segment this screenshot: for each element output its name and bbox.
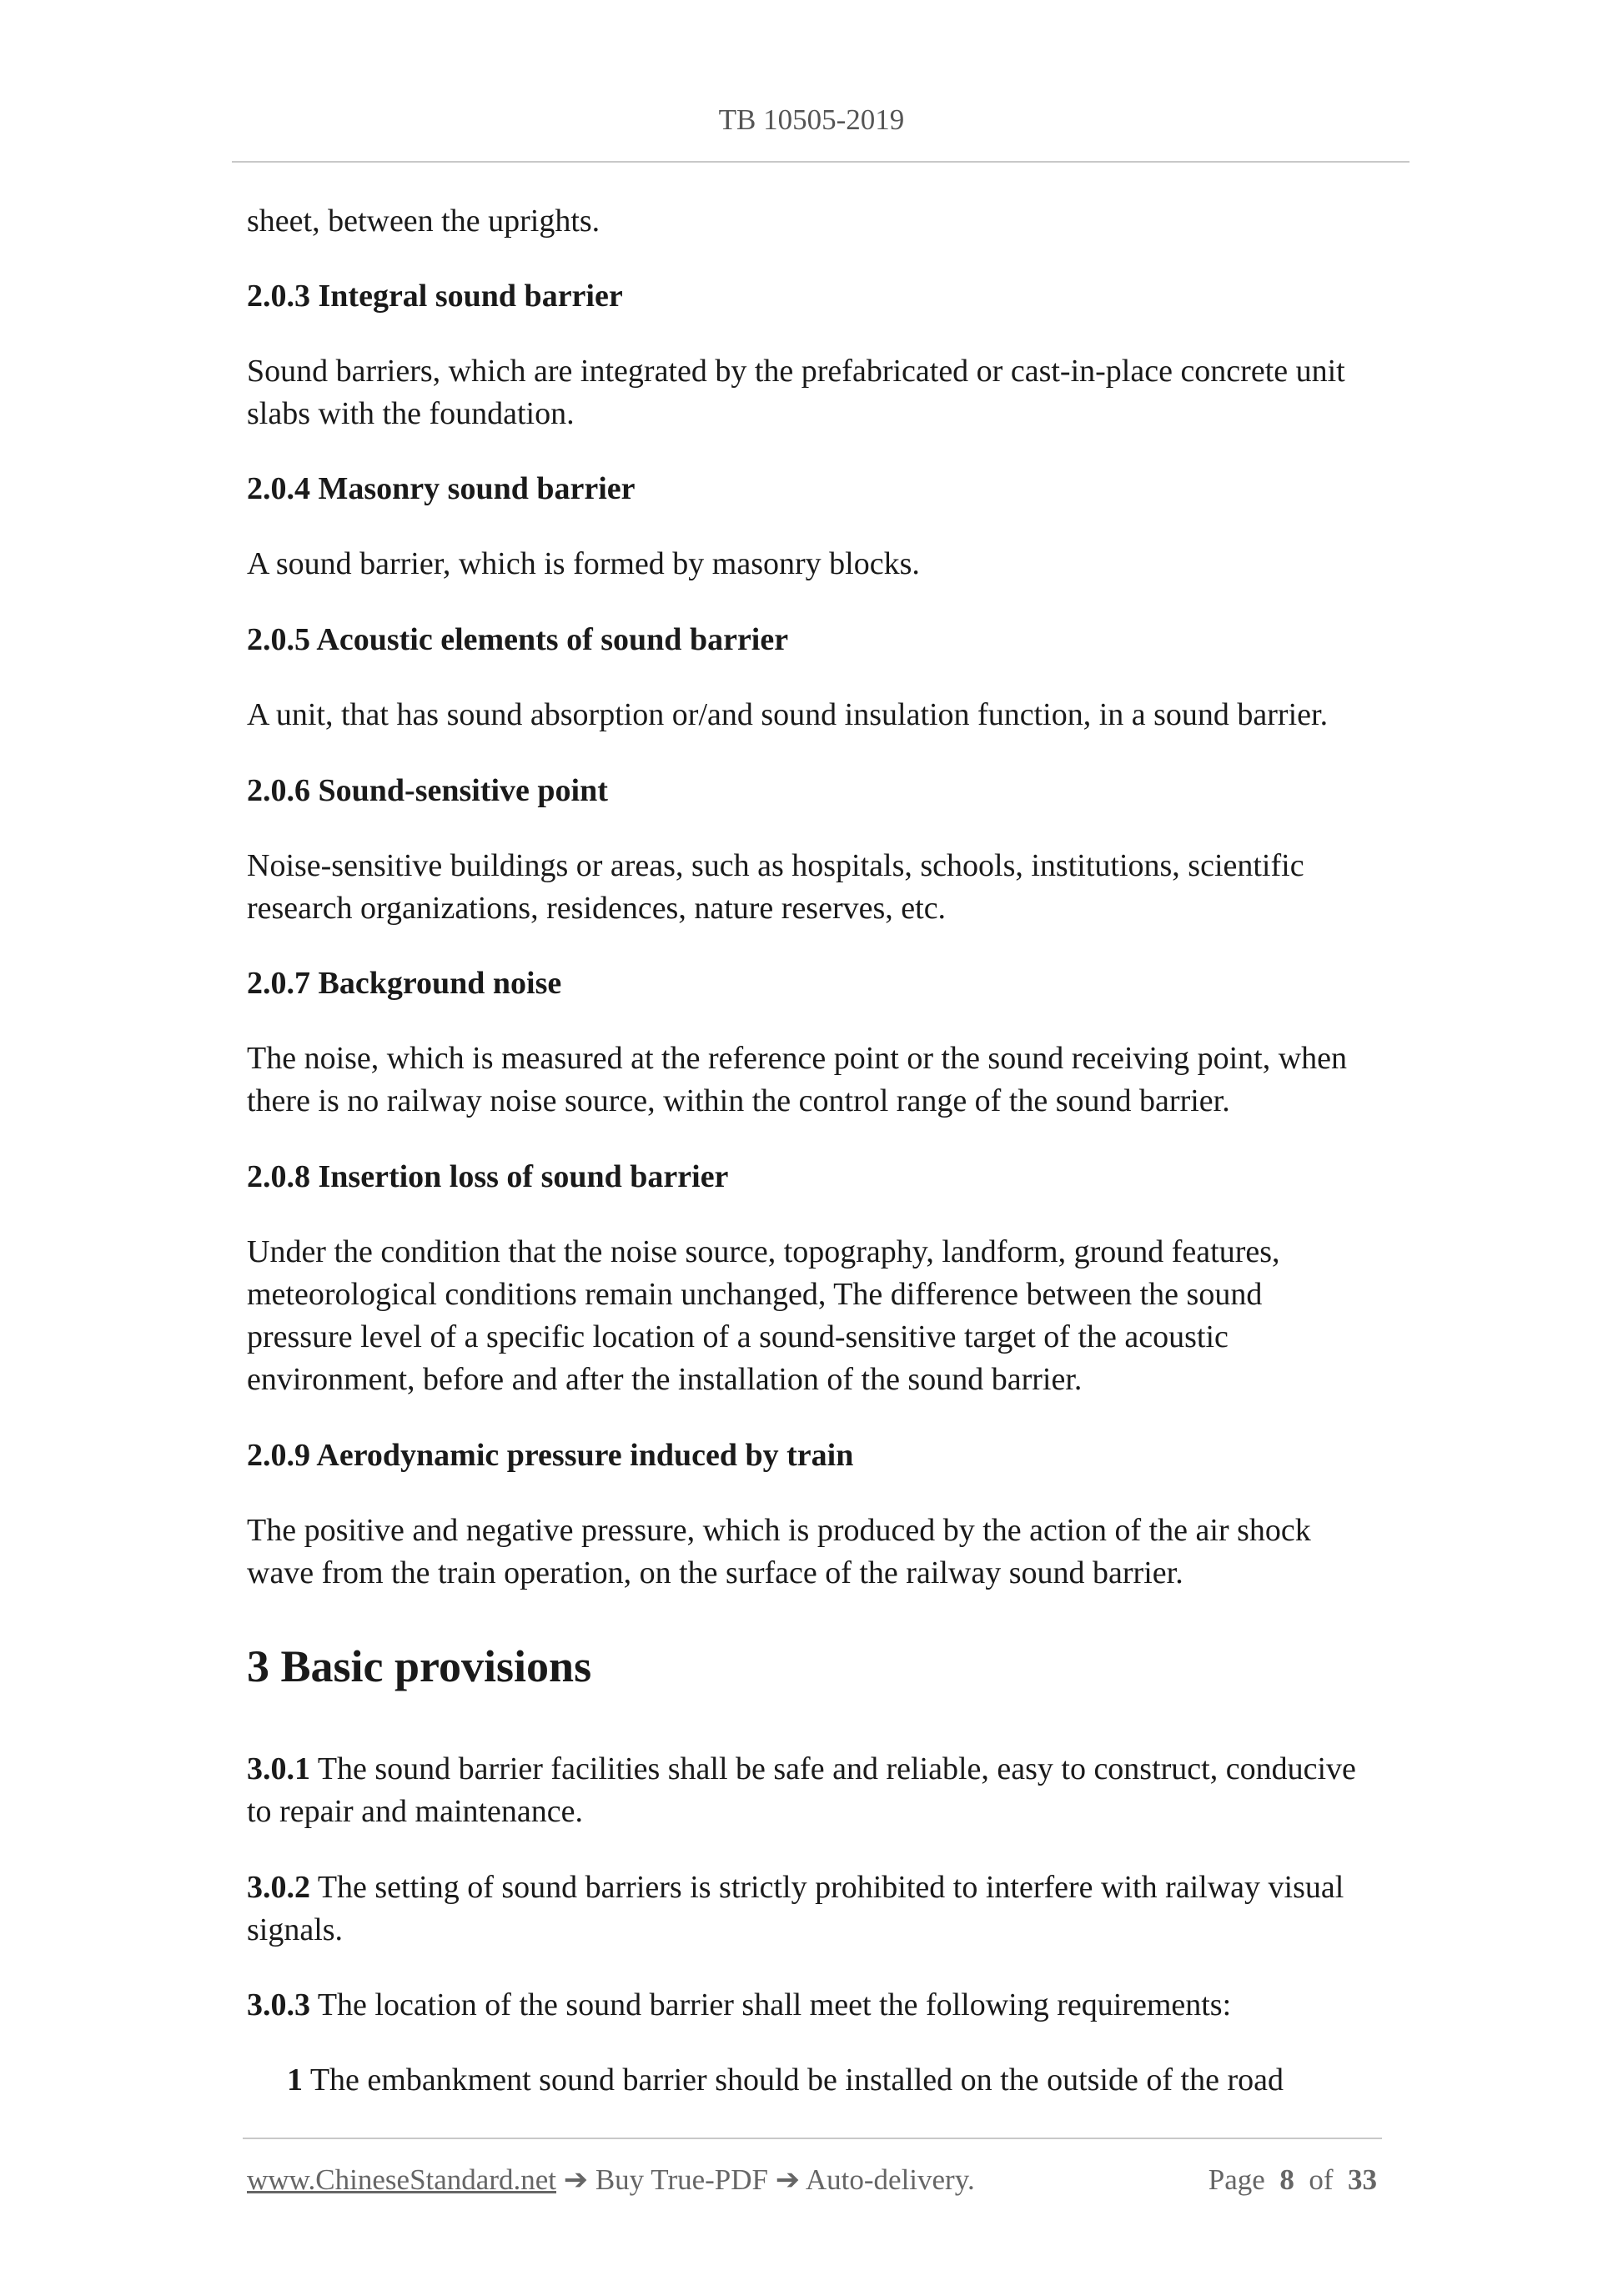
clause-2-0-5-heading: 2.0.5 Acoustic elements of sound barrier xyxy=(247,622,789,657)
clause-3-0-1-line-2: to repair and maintenance. xyxy=(247,1794,584,1829)
clause-2-0-6-text-line-1: Noise-sensitive buildings or areas, such as hospitals, schools, institutions, scientific xyxy=(247,848,1304,883)
page-number: 8 xyxy=(1279,2163,1294,2196)
clause-3-0-1-text: The sound barrier facilities shall be safe and reliable, easy to construct, conducive xyxy=(310,1751,1356,1786)
clause-3-0-2-line-1 xyxy=(247,1866,1391,1909)
clause-3-0-2-text: The setting of sound barriers is strictly prohibited to interfere with railway visual xyxy=(310,1870,1344,1905)
clause-2-0-7-heading: 2.0.7 Background noise xyxy=(247,966,562,1001)
clause-2-0-8-heading: 2.0.8 Insertion loss of sound barrier xyxy=(247,1159,729,1194)
clause-2-0-9-text-line-1: The positive and negative pressure, which is produced by the action of the air shock xyxy=(247,1513,1311,1548)
running-header: TB 10505-2019 xyxy=(718,103,905,136)
clause-3-0-3-line xyxy=(247,1984,1391,2027)
clause-2-0-3-text-line-1: Sound barriers, which are integrated by the prefabricated or cast-in-place concrete unit xyxy=(247,354,1345,389)
clause-2-0-5-text: A unit, that has sound absorption or/and sound insulation function, in a sound barrier. xyxy=(247,697,1329,732)
chapter-3-title: 3 Basic provisions xyxy=(247,1641,592,1691)
footer-divider xyxy=(243,2138,1382,2139)
of-label: of xyxy=(1309,2163,1334,2196)
clause-2-0-4-text: A sound barrier, which is formed by masonry blocks. xyxy=(247,546,920,581)
list-item-1-number: 1 xyxy=(287,2062,303,2098)
clause-2-0-8-text-line-1: Under the condition that the noise source, topography, landform, ground features, xyxy=(247,1234,1280,1269)
website-link[interactable]: www.ChineseStandard.net xyxy=(247,2163,556,2196)
header-divider xyxy=(232,161,1409,163)
clause-2-0-7-text-line-2: there is no railway noise source, within the control range of the sound barrier. xyxy=(247,1083,1230,1118)
clause-3-0-2-number: 3.0.2 xyxy=(247,1870,310,1905)
clause-2-0-8-text-line-3: pressure level of a specific location of a sound-sensitive target of the acoustic xyxy=(247,1319,1229,1354)
clause-3-0-1-line-1 xyxy=(247,1748,1391,1791)
page-total: 33 xyxy=(1348,2163,1377,2196)
footer-promo-text: ➔ Buy True-PDF ➔ Auto-delivery. xyxy=(556,2163,975,2196)
list-item-1 xyxy=(247,2059,1391,2102)
clause-3-0-3-text: The location of the sound barrier shall meet the following requirements: xyxy=(310,1987,1232,2022)
footer-promo xyxy=(247,2162,975,2198)
clause-2-0-9-text-line-2: wave from the train operation, on the surface of the railway sound barrier. xyxy=(247,1555,1183,1590)
clause-2-0-7-text-line-1: The noise, which is measured at the reference point or the sound receiving point, when xyxy=(247,1041,1348,1076)
page-label: Page xyxy=(1208,2163,1265,2196)
paragraph-continuation: sheet, between the uprights. xyxy=(247,203,600,239)
clause-2-0-3-heading: 2.0.3 Integral sound barrier xyxy=(247,279,623,314)
clause-2-0-6-heading: 2.0.6 Sound-sensitive point xyxy=(247,773,608,808)
clause-2-0-4-heading: 2.0.4 Masonry sound barrier xyxy=(247,471,636,506)
clause-3-0-2-line-2: signals. xyxy=(247,1912,344,1947)
clause-2-0-3-text-line-2: slabs with the foundation. xyxy=(247,396,575,431)
clause-2-0-8-text-line-2: meteorological conditions remain unchanged, The difference between the sound xyxy=(247,1277,1263,1312)
clause-2-0-8-text-line-4: environment, before and after the installation of the sound barrier. xyxy=(247,1362,1083,1397)
clause-3-0-1-number: 3.0.1 xyxy=(247,1751,310,1786)
clause-2-0-9-heading: 2.0.9 Aerodynamic pressure induced by train xyxy=(247,1438,854,1473)
page-indicator xyxy=(1208,2162,1377,2198)
clause-3-0-3-number: 3.0.3 xyxy=(247,1987,310,2022)
list-item-1-text: The embankment sound barrier should be installed on the outside of the road xyxy=(303,2062,1284,2098)
clause-2-0-6-text-line-2: research organizations, residences, nature reserves, etc. xyxy=(247,891,947,926)
